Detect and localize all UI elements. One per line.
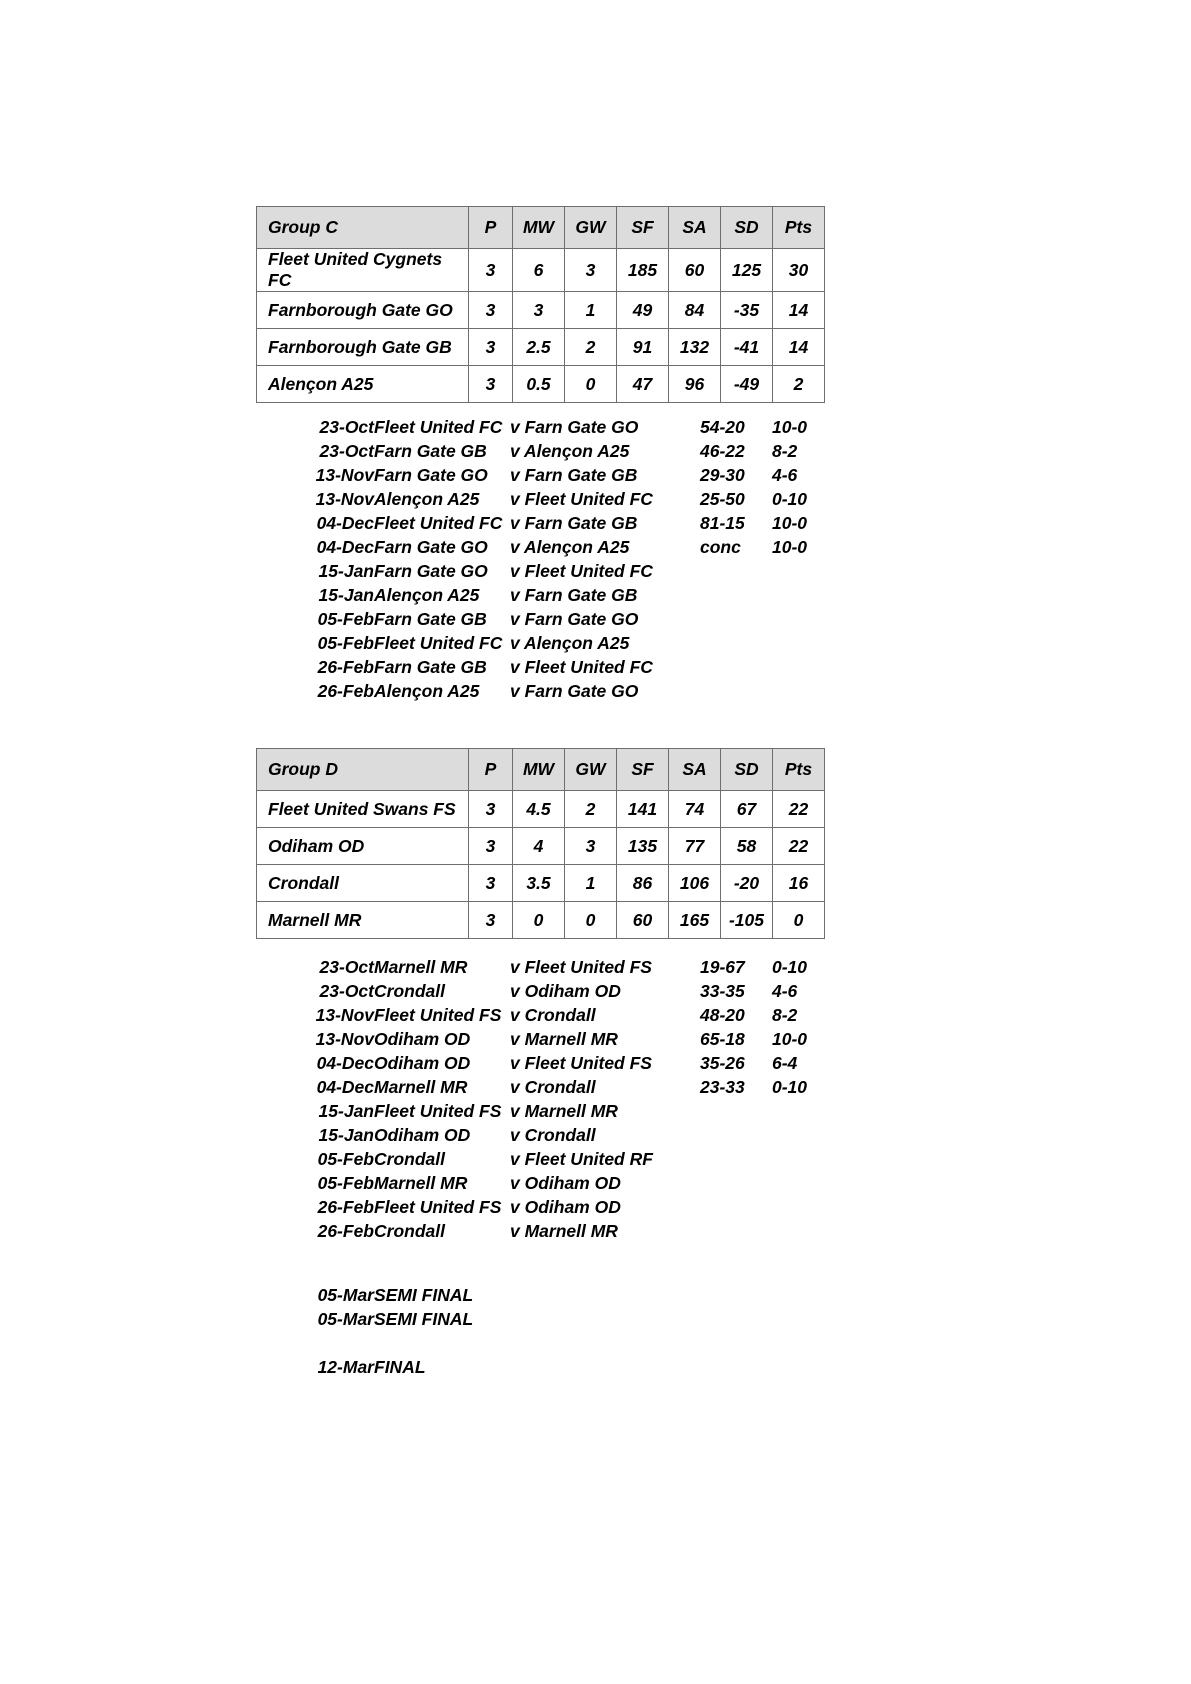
group-c-fixture-list (296, 415, 842, 703)
value-p: 3 (469, 865, 513, 902)
fixture-row (296, 439, 842, 463)
fixture-date: 26-Feb (317, 1197, 374, 1217)
fixture-home: Odiham OD (374, 1125, 471, 1145)
fixture-away: v Marnell MR (510, 1221, 618, 1241)
fixture-row (296, 1099, 842, 1123)
fixture-home: Farn Gate GO (374, 561, 488, 581)
value-sd: -41 (721, 329, 773, 366)
fixture-pts (772, 607, 842, 631)
fixture-home: Fleet United FC (374, 633, 503, 653)
fixture-home: Farn Gate GB (374, 657, 487, 677)
value-sa: 165 (669, 902, 721, 939)
fixture-pts (772, 559, 842, 583)
fixture-pts: 8-2 (772, 1005, 798, 1025)
fixture-pts (772, 1171, 842, 1195)
value-pts: 30 (773, 249, 825, 292)
finals-row (296, 1307, 674, 1331)
fixture-home: Fleet United FC (374, 513, 503, 533)
fixture-date: 15-Jan (318, 585, 374, 605)
value-sf: 60 (617, 902, 669, 939)
fixture-date: 05-Feb (317, 1173, 374, 1193)
fixture-row (296, 559, 842, 583)
fixture-row (296, 1123, 842, 1147)
finals-label: FINAL (374, 1357, 426, 1377)
group-c-table-header (257, 207, 825, 249)
column-header-sa: SA (669, 207, 721, 249)
fixture-date: 26-Feb (317, 657, 374, 677)
value-sa: 84 (669, 292, 721, 329)
fixture-row (296, 1027, 842, 1051)
finals-spacer-date (296, 1331, 374, 1355)
fixture-pts: 0-10 (772, 957, 808, 977)
fixture-away: v Fleet United FS (510, 957, 652, 977)
fixture-pts: 4-6 (772, 465, 798, 485)
fixture-row (296, 463, 842, 487)
group-c-standings-table (256, 206, 825, 403)
value-p: 3 (469, 249, 513, 292)
fixture-score (700, 1147, 772, 1171)
column-header-pts: Pts (773, 207, 825, 249)
fixture-home: Alençon A25 (374, 681, 480, 701)
fixture-pts: 10-0 (772, 537, 808, 557)
column-header-group: Group C (257, 207, 469, 249)
fixture-away: v Marnell MR (510, 1029, 618, 1049)
team-name: Marnell MR (257, 902, 469, 939)
value-sf: 141 (617, 791, 669, 828)
value-sd: -49 (721, 366, 773, 403)
fixture-row (296, 1195, 842, 1219)
fixture-score (700, 655, 772, 679)
fixture-away: v Alençon A25 (510, 633, 630, 653)
fixture-away: v Alençon A25 (510, 441, 630, 461)
table-row (257, 249, 825, 292)
fixture-score: 46-22 (700, 441, 745, 461)
fixture-date: 05-Feb (317, 633, 374, 653)
column-header-pts: Pts (773, 749, 825, 791)
value-pts: 22 (773, 828, 825, 865)
value-pts: 2 (773, 366, 825, 403)
column-header-sf: SF (617, 207, 669, 249)
fixture-row (296, 511, 842, 535)
fixture-score (700, 679, 772, 703)
table-row (257, 292, 825, 329)
fixture-row (296, 1219, 842, 1243)
fixture-away: v Fleet United FC (510, 561, 653, 581)
fixture-score: 23-33 (700, 1077, 745, 1097)
fixture-row (296, 1075, 842, 1099)
fixture-row (296, 1147, 842, 1171)
fixture-score: 25-50 (700, 489, 745, 509)
fixture-home: Alençon A25 (374, 585, 480, 605)
fixture-row (296, 607, 842, 631)
fixture-away: v Odiham OD (510, 981, 621, 1001)
fixture-score (700, 1195, 772, 1219)
fixture-row (296, 415, 842, 439)
finals-body (296, 1283, 674, 1379)
fixture-pts (772, 1123, 842, 1147)
value-p: 3 (469, 902, 513, 939)
fixture-pts: 10-0 (772, 513, 808, 533)
fixture-away: v Farn Gate GB (510, 513, 638, 533)
column-header-mw: MW (513, 207, 565, 249)
fixture-score: 65-18 (700, 1029, 745, 1049)
value-sf: 91 (617, 329, 669, 366)
table-row (257, 791, 825, 828)
fixture-away: v Odiham OD (510, 1197, 621, 1217)
fixture-pts: 6-4 (772, 1053, 798, 1073)
finals-date: 05-Mar (317, 1309, 374, 1329)
group-d-fixture-list (296, 955, 842, 1243)
value-sf: 86 (617, 865, 669, 902)
fixture-pts (772, 655, 842, 679)
column-header-sf: SF (617, 749, 669, 791)
column-header-gw: GW (565, 749, 617, 791)
fixture-date: 15-Jan (318, 1125, 374, 1145)
value-pts: 14 (773, 292, 825, 329)
fixture-score (700, 583, 772, 607)
fixture-score (700, 607, 772, 631)
fixture-score (700, 1171, 772, 1195)
fixture-away: v Crondall (510, 1005, 596, 1025)
table-header-row (257, 749, 825, 791)
fixture-score: 81-15 (700, 513, 745, 533)
fixture-home: Odiham OD (374, 1053, 471, 1073)
fixture-date: 13-Nov (315, 1029, 374, 1049)
value-gw: 0 (565, 902, 617, 939)
fixture-away: v Odiham OD (510, 1173, 621, 1193)
group-d-standings-table (256, 748, 825, 939)
fixture-row (296, 955, 842, 979)
fixture-home: Farn Gate GB (374, 441, 487, 461)
column-header-p: P (469, 207, 513, 249)
value-gw: 2 (565, 329, 617, 366)
value-gw: 0 (565, 366, 617, 403)
fixture-home: Marnell MR (374, 957, 468, 977)
fixture-date: 04-Dec (316, 513, 374, 533)
fixture-row (296, 1051, 842, 1075)
value-sd: 67 (721, 791, 773, 828)
fixture-score: 54-20 (700, 417, 745, 437)
value-mw: 4 (513, 828, 565, 865)
value-mw: 0.5 (513, 366, 565, 403)
value-mw: 2.5 (513, 329, 565, 366)
fixture-score (700, 1123, 772, 1147)
fixture-row (296, 583, 842, 607)
fixture-away: v Farn Gate GO (510, 609, 639, 629)
value-pts: 16 (773, 865, 825, 902)
table-row (257, 865, 825, 902)
team-name: Farnborough Gate GO (257, 292, 469, 329)
value-sf: 135 (617, 828, 669, 865)
fixture-row (296, 631, 842, 655)
value-sd: -35 (721, 292, 773, 329)
fixture-score: 48-20 (700, 1005, 745, 1025)
fixture-home: Farn Gate GB (374, 609, 487, 629)
value-p: 3 (469, 329, 513, 366)
value-sa: 77 (669, 828, 721, 865)
fixture-date: 23-Oct (319, 417, 374, 437)
fixture-score: 29-30 (700, 465, 745, 485)
fixture-date: 23-Oct (319, 441, 374, 461)
fixture-home: Fleet United FS (374, 1005, 502, 1025)
column-header-sd: SD (721, 207, 773, 249)
value-sf: 185 (617, 249, 669, 292)
fixture-pts: 8-2 (772, 441, 798, 461)
fixture-away: v Fleet United FC (510, 489, 653, 509)
fixture-date: 05-Feb (317, 609, 374, 629)
fixture-date: 26-Feb (317, 681, 374, 701)
value-p: 3 (469, 292, 513, 329)
fixture-home: Fleet United FS (374, 1101, 502, 1121)
table-header-row (257, 207, 825, 249)
fixture-date: 05-Feb (317, 1149, 374, 1169)
fixture-away: v Fleet United RF (510, 1149, 653, 1169)
fixture-away: v Fleet United FS (510, 1053, 652, 1073)
fixture-score (700, 1099, 772, 1123)
fixture-home: Marnell MR (374, 1077, 468, 1097)
fixture-home: Crondall (374, 981, 445, 1001)
value-gw: 2 (565, 791, 617, 828)
fixture-pts (772, 631, 842, 655)
fixture-date: 26-Feb (317, 1221, 374, 1241)
fixture-date: 13-Nov (315, 465, 374, 485)
value-sa: 60 (669, 249, 721, 292)
fixture-row (296, 679, 842, 703)
team-name: Fleet United Swans FS (257, 791, 469, 828)
fixture-pts: 10-0 (772, 1029, 808, 1049)
fixture-date: 23-Oct (319, 957, 374, 977)
team-name: Odiham OD (257, 828, 469, 865)
fixture-home: Farn Gate GO (374, 537, 488, 557)
fixture-pts (772, 1219, 842, 1243)
fixture-home: Crondall (374, 1149, 445, 1169)
value-sa: 74 (669, 791, 721, 828)
fixture-date: 15-Jan (318, 561, 374, 581)
finals-row (296, 1355, 674, 1379)
fixture-home: Odiham OD (374, 1029, 471, 1049)
fixture-date: 04-Dec (316, 537, 374, 557)
fixture-date: 04-Dec (316, 1053, 374, 1073)
finals-spacer-label (374, 1331, 674, 1355)
fixture-date: 04-Dec (316, 1077, 374, 1097)
finals-row (296, 1283, 674, 1307)
finals-schedule (296, 1283, 674, 1379)
value-p: 3 (469, 828, 513, 865)
finals-label: SEMI FINAL (374, 1309, 474, 1329)
table-row (257, 828, 825, 865)
fixture-date: 13-Nov (315, 1005, 374, 1025)
value-pts: 0 (773, 902, 825, 939)
fixture-away: v Alençon A25 (510, 537, 630, 557)
fixture-row (296, 1171, 842, 1195)
value-p: 3 (469, 366, 513, 403)
fixture-away: v Farn Gate GO (510, 417, 639, 437)
fixture-score: 35-26 (700, 1053, 745, 1073)
fixture-pts (772, 583, 842, 607)
fixture-away: v Farn Gate GB (510, 585, 638, 605)
fixture-row (296, 535, 842, 559)
fixture-home: Crondall (374, 1221, 445, 1241)
value-sf: 47 (617, 366, 669, 403)
group-d-table-header (257, 749, 825, 791)
fixture-score (700, 559, 772, 583)
fixture-pts (772, 1195, 842, 1219)
fixture-date: 13-Nov (315, 489, 374, 509)
fixture-pts (772, 1099, 842, 1123)
group-d-fixture-body (296, 955, 842, 1243)
value-pts: 14 (773, 329, 825, 366)
fixture-date: 15-Jan (318, 1101, 374, 1121)
group-c-fixture-body (296, 415, 842, 703)
fixture-row (296, 655, 842, 679)
fixture-date: 23-Oct (319, 981, 374, 1001)
fixture-home: Farn Gate GO (374, 465, 488, 485)
value-mw: 6 (513, 249, 565, 292)
value-mw: 3.5 (513, 865, 565, 902)
fixture-row (296, 487, 842, 511)
fixture-home: Marnell MR (374, 1173, 468, 1193)
column-header-p: P (469, 749, 513, 791)
value-mw: 4.5 (513, 791, 565, 828)
value-sa: 106 (669, 865, 721, 902)
value-sf: 49 (617, 292, 669, 329)
fixture-score: 19-67 (700, 957, 745, 977)
value-gw: 3 (565, 828, 617, 865)
fixture-away: v Crondall (510, 1125, 596, 1145)
fixture-score: 33-35 (700, 981, 745, 1001)
fixture-home: Alençon A25 (374, 489, 480, 509)
fixture-away: v Farn Gate GB (510, 465, 638, 485)
fixture-score (700, 1219, 772, 1243)
value-gw: 1 (565, 865, 617, 902)
table-row (257, 329, 825, 366)
finals-date: 12-Mar (317, 1357, 374, 1377)
fixture-row (296, 1003, 842, 1027)
value-pts: 22 (773, 791, 825, 828)
team-name: Crondall (257, 865, 469, 902)
fixture-score (700, 631, 772, 655)
fixture-pts: 4-6 (772, 981, 798, 1001)
column-header-group: Group D (257, 749, 469, 791)
column-header-gw: GW (565, 207, 617, 249)
value-sa: 96 (669, 366, 721, 403)
value-sa: 132 (669, 329, 721, 366)
value-sd: 58 (721, 828, 773, 865)
value-sd: -20 (721, 865, 773, 902)
team-name: Fleet United Cygnets FC (257, 249, 469, 292)
column-header-mw: MW (513, 749, 565, 791)
fixture-home: Fleet United FS (374, 1197, 502, 1217)
column-header-sa: SA (669, 749, 721, 791)
fixture-home: Fleet United FC (374, 417, 503, 437)
finals-spacer-row (296, 1331, 674, 1355)
value-sd: -105 (721, 902, 773, 939)
column-header-sd: SD (721, 749, 773, 791)
group-c-table-body (257, 249, 825, 403)
fixture-pts: 10-0 (772, 417, 808, 437)
fixture-pts (772, 1147, 842, 1171)
table-row (257, 902, 825, 939)
fixture-away: v Marnell MR (510, 1101, 618, 1121)
fixture-pts: 0-10 (772, 489, 808, 509)
fixture-away: v Crondall (510, 1077, 596, 1097)
fixture-pts (772, 679, 842, 703)
value-gw: 3 (565, 249, 617, 292)
finals-label: SEMI FINAL (374, 1285, 474, 1305)
fixture-pts: 0-10 (772, 1077, 808, 1097)
fixture-row (296, 979, 842, 1003)
value-gw: 1 (565, 292, 617, 329)
team-name: Farnborough Gate GB (257, 329, 469, 366)
value-p: 3 (469, 791, 513, 828)
fixture-away: v Farn Gate GO (510, 681, 639, 701)
table-row (257, 366, 825, 403)
group-d-table-body (257, 791, 825, 939)
team-name: Alençon A25 (257, 366, 469, 403)
value-mw: 0 (513, 902, 565, 939)
value-mw: 3 (513, 292, 565, 329)
fixture-score: conc (700, 537, 741, 557)
finals-date: 05-Mar (317, 1285, 374, 1305)
value-sd: 125 (721, 249, 773, 292)
fixture-away: v Fleet United FC (510, 657, 653, 677)
